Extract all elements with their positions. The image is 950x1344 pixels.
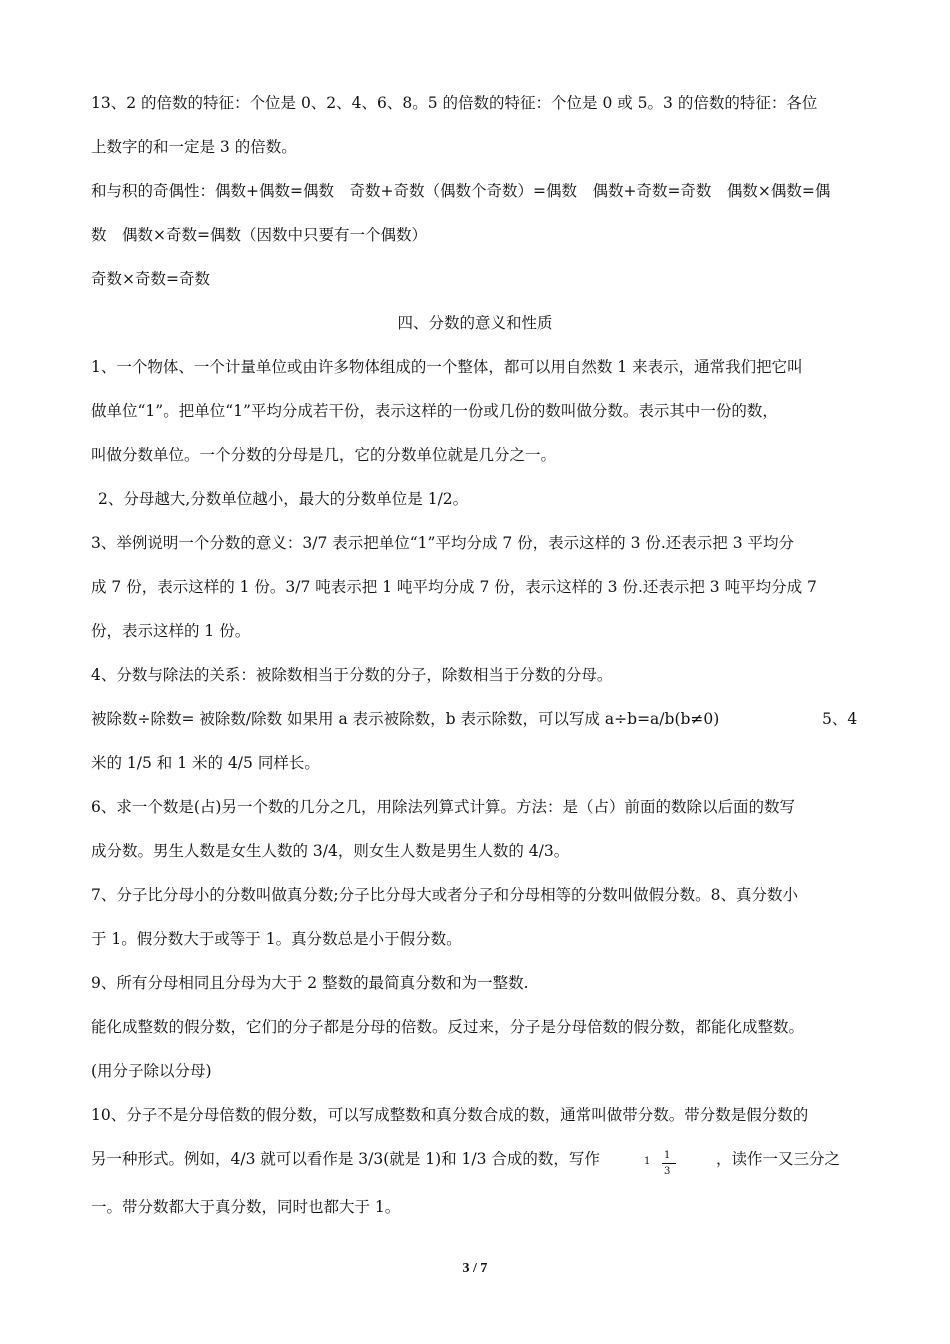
page-number: 3 / 7 — [462, 1261, 488, 1276]
paragraph-line: 奇数×奇数=奇数 — [91, 270, 210, 288]
paragraph-line: 13、2 的倍数的特征：个位是 0、2、4、6、8。5 的倍数的特征：个位是 0 或 5。3 的倍数的特征：各位 — [91, 94, 818, 112]
paragraph-line: 被除数÷除数= 被除数/除数 如果用 a 表示被除数，b 表示除数，可以写成 a÷b=a/b(b≠0) — [91, 710, 720, 728]
paragraph-line-tail: ，读作一又三分之 — [716, 1150, 841, 1168]
paragraph-line: 数 偶数×奇数=偶数（因数中只要有一个偶数） — [91, 226, 427, 244]
paragraph-line: 成分数。男生人数是女生人数的 3/4，则女生人数是男生人数的 4/3。 — [91, 842, 570, 860]
paragraph-line: 于 1。假分数大于或等于 1。真分数总是小于假分数。 — [91, 930, 462, 948]
paragraph-line: 4、分数与除法的关系：被除数相当于分数的分子，除数相当于分数的分母。 — [91, 666, 613, 684]
paragraph-line: 和与积的奇偶性：偶数+偶数=偶数 奇数+奇数（偶数个奇数）=偶数 偶数+奇数=奇数 偶数×偶数=偶 — [91, 182, 831, 200]
fraction-bar — [662, 1163, 676, 1164]
mixed-number-numerator: 1 — [664, 1150, 671, 1161]
paragraph-line: (用分子除以分母) — [91, 1062, 212, 1080]
section-heading: 四、分数的意义和性质 — [397, 314, 553, 332]
paragraph-line: 7、分子比分母小的分数叫做真分数;分子比分母大或者分子和分母相等的分数叫做假分数。8、真分数小 — [91, 886, 798, 904]
paragraph-line: 一。带分数都大于真分数，同时也都大于 1。 — [91, 1198, 401, 1216]
paragraph-line: 米的 1/5 和 1 米的 4/5 同样长。 — [91, 754, 320, 772]
paragraph-line: 份，表示这样的 1 份。 — [91, 622, 251, 640]
paragraph-line: 6、求一个数是(占)另一个数的几分之几，用除法列算式计算。方法：是（占）前面的数除以后面的数写 — [91, 798, 795, 816]
paragraph-line: 另一种形式。例如，4/3 就可以看作是 3/3(就是 1)和 1/3 合成的数，写作 — [91, 1150, 600, 1168]
paragraph-line: 3、举例说明一个分数的意义：3/7 表示把单位“1”平均分成 7 份，表示这样的 3 份.还表示把 3 平均分 — [91, 534, 795, 552]
mixed-number-denominator: 3 — [664, 1166, 671, 1177]
paragraph-line: 1、一个物体、一个计量单位或由许多物体组成的一个整体，都可以用自然数 1 来表示，通常我们把它叫 — [91, 358, 803, 376]
mixed-number-whole: 1 — [644, 1156, 651, 1167]
paragraph-line: 叫做分数单位。一个分数的分母是几，它的分数单位就是几分之一。 — [91, 446, 557, 464]
paragraph-line: 能化成整数的假分数，它们的分子都是分母的倍数。反过来，分子是分母倍数的假分数，都能化成整数。 — [91, 1018, 805, 1036]
paragraph-line: 2、分母越大,分数单位越小，最大的分数单位是 1/2。 — [98, 490, 469, 508]
paragraph-line-tail: 5、4 — [822, 710, 858, 728]
paragraph-line: 上数字的和一定是 3 的倍数。 — [91, 138, 297, 156]
mixed-number — [644, 1150, 684, 1186]
paragraph-line: 10、分子不是分母倍数的假分数，可以写成整数和真分数合成的数，通常叫做带分数。带分数是假分数的 — [91, 1106, 809, 1124]
paragraph-line: 9、所有分母相同且分母为大于 2 整数的最简真分数和为一整数. — [91, 974, 529, 992]
paragraph-line: 做单位“1”。把单位“1”平均分成若干份，表示这样的一份或几份的数叫做分数。表示其中一份的数， — [91, 402, 778, 420]
paragraph-line: 成 7 份，表示这样的 1 份。3/7 吨表示把 1 吨平均分成 7 份，表示这样的 3 份.还表示把 3 吨平均分成 7 — [91, 578, 817, 596]
